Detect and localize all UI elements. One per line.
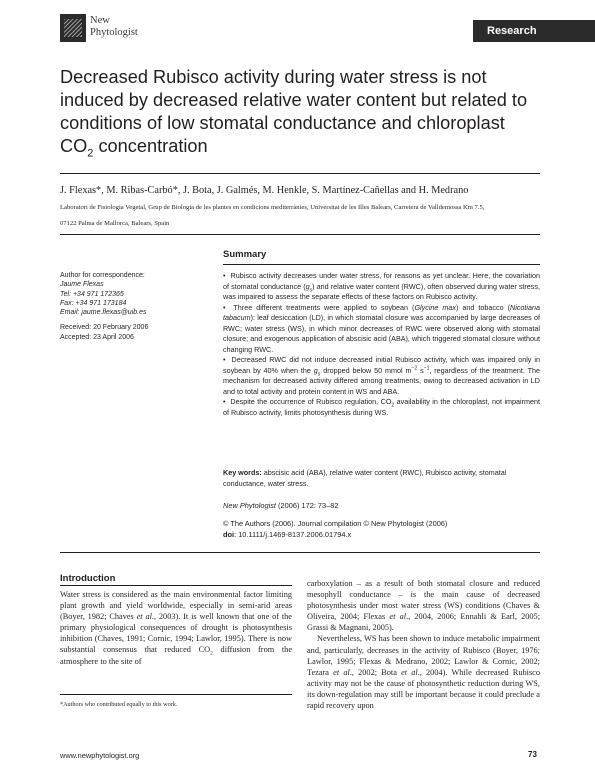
article-title: Decreased Rubisco activity during water stress is not induced by decreased relative water content but related to conditions of low stomatal conductance and chloroplast $CO_2$ concentration	[60, 67, 528, 160]
summary-point: • Rubisco activity decreases under water stress, for reasons as yet unclear. Here, the covariation of stomatal conductance $(g_s)$ and relative water content (RWC), often observed during water stress, was impaired to assess the separate effects of these factors on Rubisco activity.	[223, 271, 540, 301]
citation: New Phytologist (2006) 172: 73–82	[223, 501, 339, 510]
footnote-rule	[60, 694, 292, 695]
introduction-rule	[60, 585, 292, 586]
body-column-right	[307, 578, 540, 711]
email-link[interactable]: Email: jaume.flexas@uib.es	[60, 309, 147, 317]
journal-logo	[60, 14, 144, 42]
copyright-block: © The Authors (2006). Journal compilation © New Phytologist (2006) doi: 10.1111/j.1469-8137.2006.01794.x	[223, 518, 543, 540]
summary-heading: Summary	[223, 249, 267, 260]
correspondence-block: Author for correspondence: Jaume Flexas Tel: +34 971 172365 Fax: +34 971 173184 Email: jaume.flexas@uib.es Received: 20 February 2006 Accepted: 23 April 2006	[60, 271, 210, 342]
logo-text: New Phytologist	[90, 15, 138, 38]
summary-bottom-rule	[60, 552, 540, 553]
affiliation: Laboratori de Fisiologia Vegetal, Grup de Biologia de les plantes en condicions mediterrànies, Universitat de les Illes Balears, Carretera de Valldemossa Km 7.5, 07122 Palma de Mallorca, Balears, Spain	[60, 204, 485, 227]
website-link[interactable]: www.newphytologist.org	[60, 751, 140, 760]
summary-point: • Decreased RWC did not induce decreased initial Rubisco activity, which was impaired only in soybean by 40% when the $g_s$ dropped below 50 mmol $m^{-2}$ $s^{-1}$, regardless of the treatment. The mechanism for decreased activity differed among treatments, owing to decreased activation in LD and to total activity and protein content in WS and ABA.	[223, 355, 541, 396]
title-rule	[60, 173, 540, 174]
page-number: 73	[528, 750, 537, 759]
keywords: Key words: abscisic acid (ABA), relative water content (RWC), Rubisco activity, stomatal conductance, water stress.	[223, 468, 507, 488]
summary-text	[223, 271, 540, 418]
affiliation-rule	[60, 234, 540, 235]
body-paragraph: Water stress is considered as the main environmental factor limiting plant growth and yield worldwide, especially in semi-arid areas (Boyer, 1982; Chaves et al., 2003). It is well known that one of the primary physiological consequences of drought is photosynthesis inhibition (Chaves, 1991; Cornic, 1994; Lawlor, 1995). There is now substantial consensus that reduced $CO_2$ diffusion from the atmosphere to the site of	[60, 590, 292, 666]
author-list: J. Flexas*, M. Ribas-Carbó*, J. Bota, J. Galmés, M. Henkle, S. Martínez-Cañellas and H. Medrano	[60, 185, 469, 196]
section-tab: Research	[473, 20, 595, 42]
body-paragraph: Nevertheless, WS has been shown to induce metabolic impairment and, particularly, decreases in the activity of Rubisco (Boyer, 1976; Lawlor, 1995; Flexas & Medrano, 2002; Lawlor & Cornic, 2002; Tezara et al., 2002; Bota et al., 2004). While decreased Rubisco activity may not be the cause of photosynthetic reduction during WS, its down-regulation may still be important because it could preclude a rapid recovery upon	[307, 634, 541, 711]
doi-line[interactable]: doi: 10.1111/j.1469-8137.2006.01794.x	[223, 530, 352, 539]
body-column-left	[60, 589, 292, 667]
body-paragraph: carboxylation – as a result of both stomatal closure and reduced mesophyll conductance – is the main cause of decreased photosynthesis under most water stress (WS) conditions (Chaves & Oliveira, 2004; Flexas et al., 2004, 2006; Ennahli & Earl, 2005; Grassi & Magnani, 2005).	[307, 579, 541, 633]
summary-point: • Despite the occurrence of Rubisco regulation, $CO_2$ availability in the chloroplast, not impairment of Rubisco activity, limits photosynthesis during WS.	[223, 397, 540, 417]
introduction-heading: Introduction	[60, 573, 116, 584]
logo-emblem-icon	[60, 14, 86, 42]
summary-point: • Three different treatments were applied to soybean (Glycine max) and tobacco (Nicotiana tabacum): leaf desiccation (LD), in which stomatal closure was accompanied by large decreases of RWC; water stress (WS), in which minor decreases of RWC were observed along with stomatal closure; and exogenous application of abscisic acid (ABA), which triggered stomatal closure without changing RWC.	[223, 302, 540, 354]
summary-rule	[223, 264, 540, 265]
footnote: *Authors who contributed equally to this work.	[60, 701, 178, 708]
